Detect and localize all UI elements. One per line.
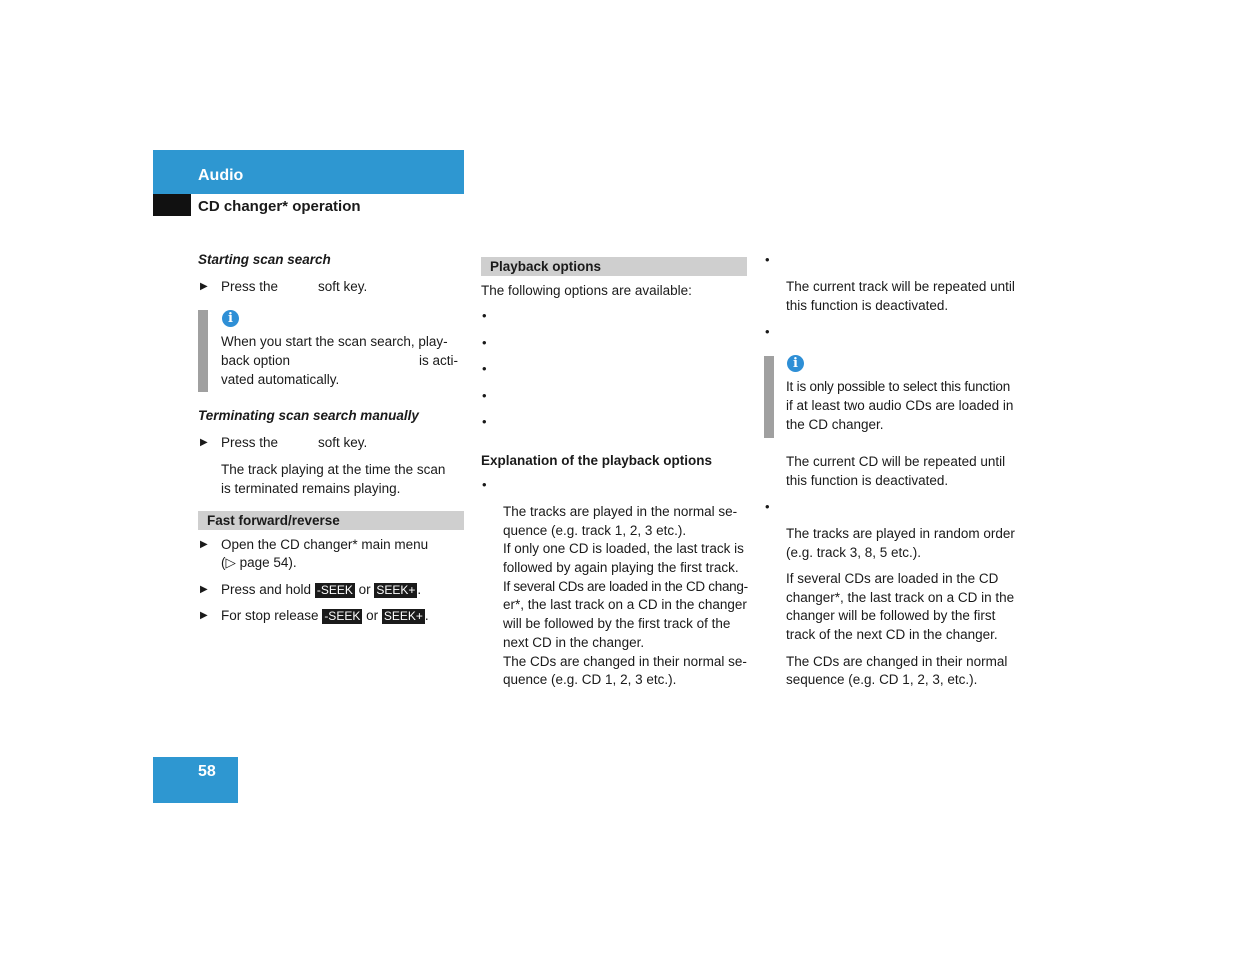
info-line: if at least two audio CDs are loaded in — [786, 398, 1014, 413]
bullet: • — [482, 335, 487, 350]
bullet: • — [482, 361, 487, 376]
body-line: The track playing at the time the scan — [221, 462, 446, 477]
body-line: The CDs are changed in their normal — [786, 654, 1008, 669]
body-line: this function is deactivated. — [786, 473, 949, 488]
body-line: (▷ page 54). — [221, 555, 297, 570]
seek-plus-key: SEEK+ — [376, 583, 416, 597]
body-line: this function is deactivated. — [786, 298, 949, 313]
body-line: If several CDs are loaded in the CD — [786, 571, 999, 586]
bullet: • — [482, 477, 487, 492]
step-arrow-icon: ▶ — [200, 281, 208, 292]
body-line: The current track will be repeated until — [786, 279, 1015, 294]
bullet: • — [765, 499, 770, 514]
body-line: changer will be followed by the first — [786, 608, 996, 623]
period-text: . — [417, 582, 422, 597]
info-line: It is only possible to select this function — [786, 379, 1011, 394]
step-arrow-icon: ▶ — [200, 539, 208, 550]
body-line: next CD in the changer. — [503, 635, 645, 650]
bullet: • — [482, 308, 487, 323]
soft-key-text: soft key. — [318, 435, 368, 450]
or-text: or — [366, 608, 379, 623]
body-line: If only one CD is loaded, the last track is — [503, 541, 744, 556]
body-line: quence (e.g. track 1, 2, 3 etc.). — [503, 523, 687, 538]
page-number: 58 — [198, 763, 216, 780]
for-stop-text: For stop release — [221, 608, 319, 623]
info-line: vated automatically. — [221, 372, 340, 387]
header-marker — [153, 194, 191, 216]
seek-plus-key: SEEK+ — [383, 609, 423, 623]
bullet: • — [482, 388, 487, 403]
period-text: . — [424, 608, 429, 623]
info-bar — [764, 356, 774, 438]
info-icon: i — [787, 355, 804, 372]
scan-heading: Starting scan search — [198, 252, 331, 267]
body-line: The current CD will be repeated until — [786, 454, 1006, 469]
info-bar — [198, 310, 208, 392]
body-line: If several CDs are loaded in the CD chang- — [503, 579, 748, 594]
body-line: er*, the last track on a CD in the changer — [503, 597, 747, 612]
body-line: (e.g. track 3, 8, 5 etc.). — [786, 545, 922, 560]
bullet: • — [482, 414, 487, 429]
body-line: quence (e.g. CD 1, 2, 3 etc.). — [503, 672, 677, 687]
step-arrow-icon: ▶ — [200, 437, 208, 448]
following-text: The following options are available: — [481, 283, 692, 298]
seek-minus-key: -SEEK — [324, 609, 361, 623]
explanation-heading: Explanation of the playback options — [481, 453, 713, 468]
body-line: The tracks are played in the normal se- — [503, 504, 738, 519]
page-subtitle: CD changer* operation — [198, 198, 361, 215]
body-line: sequence (e.g. CD 1, 2, 3, etc.). — [786, 672, 978, 687]
ff-heading: Fast forward/reverse — [198, 511, 464, 530]
body-line: track of the next CD in the changer. — [786, 627, 998, 642]
info-icon: i — [222, 310, 239, 327]
info-line: is acti- — [419, 353, 459, 368]
body-line: followed by again playing the first track. — [503, 560, 739, 575]
step-arrow-icon: ▶ — [200, 584, 208, 595]
body-line: Open the CD changer* main menu — [221, 537, 429, 552]
press-hold-text: Press and hold — [221, 582, 312, 597]
section-title: Audio — [198, 167, 244, 184]
page-number-tab — [153, 757, 238, 803]
soft-key-text: soft key. — [318, 279, 368, 294]
seek-minus-key: -SEEK — [316, 583, 353, 597]
body-line: changer*, the last track on a CD in the — [786, 590, 1015, 605]
info-line: the CD changer. — [786, 417, 884, 432]
press-hold-line — [221, 580, 421, 599]
or-text: or — [358, 582, 371, 597]
press-the-text: Press the — [221, 435, 279, 450]
terminate-heading: Terminating scan search manually — [198, 408, 419, 423]
bullet: • — [765, 324, 770, 339]
press-the-text: Press the — [221, 279, 279, 294]
stop-release-line — [221, 606, 429, 625]
bullet: • — [765, 252, 770, 267]
body-line: The CDs are changed in their normal se- — [503, 654, 747, 669]
playback-heading: Playback options — [481, 257, 747, 276]
info-line: back option — [221, 353, 291, 368]
body-line: will be followed by the first track of the — [503, 616, 731, 631]
body-line: The tracks are played in random order — [786, 526, 1015, 541]
step-arrow-icon: ▶ — [200, 610, 208, 621]
body-line: is terminated remains playing. — [221, 481, 401, 496]
info-line: When you start the scan search, play- — [221, 334, 448, 349]
